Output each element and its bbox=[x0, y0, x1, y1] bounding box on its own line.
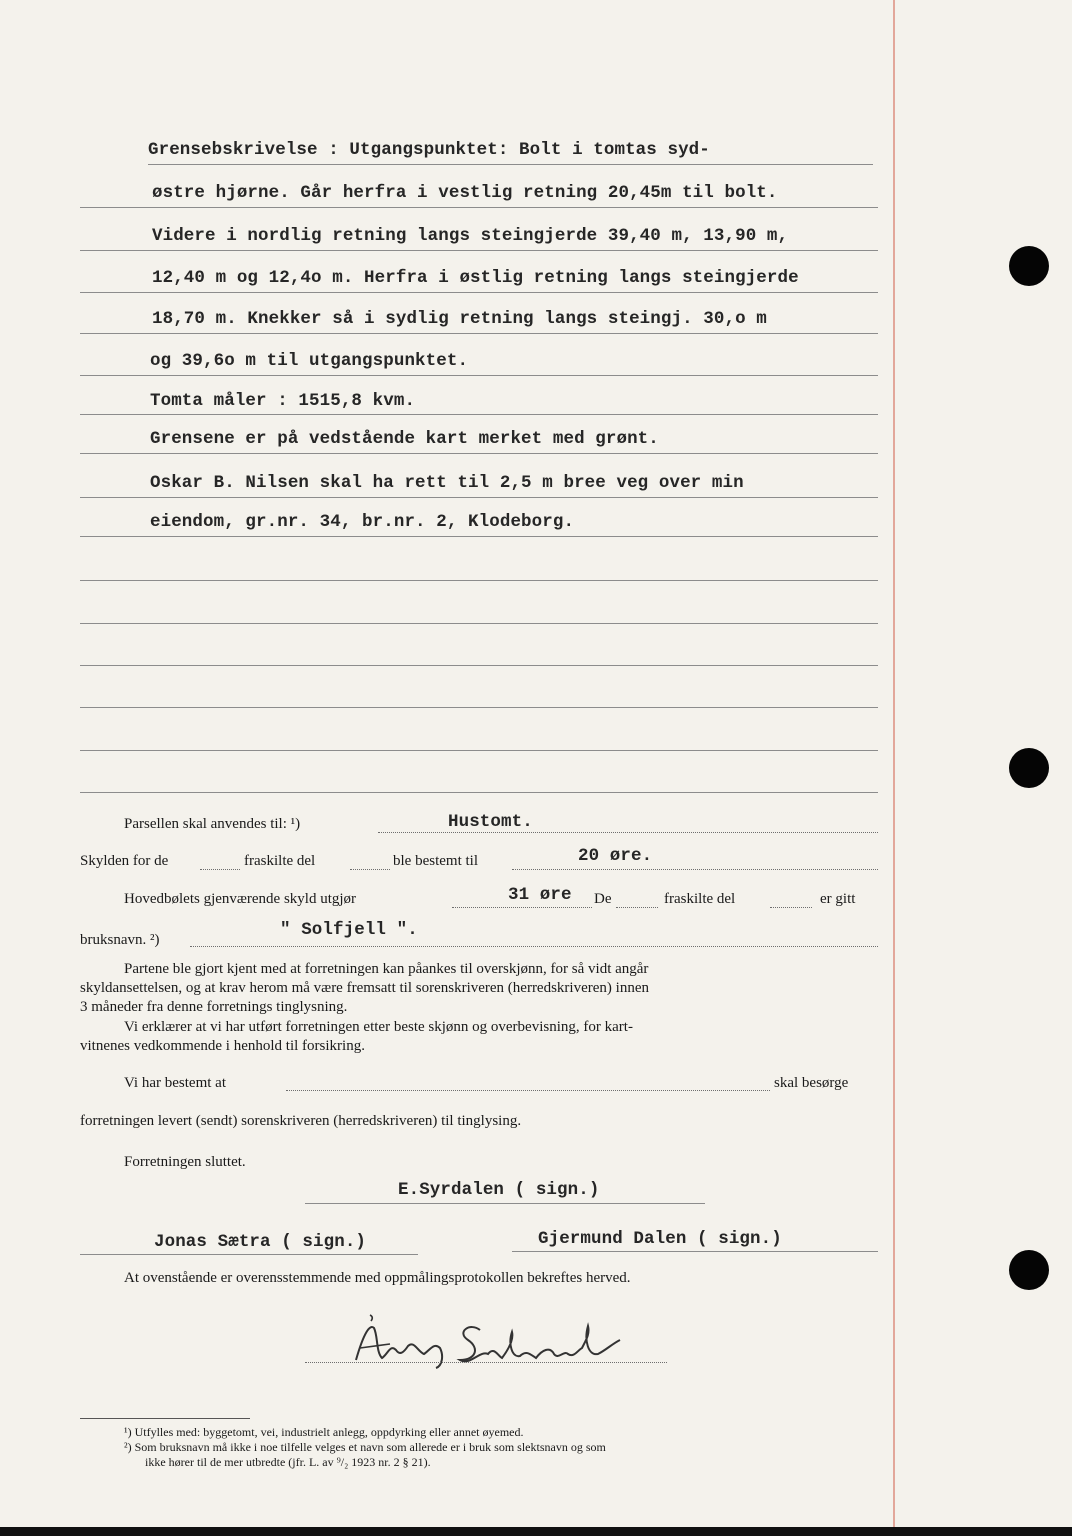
fill-dots bbox=[512, 869, 878, 870]
blank-rule bbox=[80, 707, 878, 708]
punch-hole bbox=[1009, 748, 1049, 788]
signature-typed: Gjermund Dalen ( sign.) bbox=[538, 1229, 782, 1249]
skylden-value: 20 øre. bbox=[578, 846, 653, 866]
margin-line bbox=[893, 0, 895, 1536]
signature-rule bbox=[305, 1203, 705, 1204]
fill-dots bbox=[770, 907, 812, 908]
footnote-rule bbox=[80, 1418, 250, 1419]
fill-dots bbox=[286, 1090, 770, 1091]
fill-dots bbox=[190, 946, 878, 947]
signature-rule bbox=[512, 1251, 878, 1252]
line-rule bbox=[80, 333, 878, 334]
line-rule bbox=[80, 497, 878, 498]
paragraph-line: Partene ble gjort kjent med at forretningen kan påankes til overskjønn, for så vidt angår bbox=[124, 961, 649, 977]
typed-line: 12,40 m og 12,4o m. Herfra i østlig retning langs steingjerde bbox=[152, 268, 799, 288]
typed-line: Grensene er på vedstående kart merket med grønt. bbox=[150, 429, 659, 449]
bestemt-label: Vi har bestemt at bbox=[124, 1075, 226, 1091]
punch-hole bbox=[1009, 246, 1049, 286]
line-rule bbox=[80, 250, 878, 251]
line-rule bbox=[80, 536, 878, 537]
parsellen-label: Parsellen skal anvendes til: ¹) bbox=[124, 816, 301, 832]
blank-rule bbox=[80, 623, 878, 624]
line-rule bbox=[80, 414, 878, 415]
punch-hole bbox=[1009, 1250, 1049, 1290]
blank-rule bbox=[80, 750, 878, 751]
typed-line: Oskar B. Nilsen skal ha rett til 2,5 m bree veg over min bbox=[150, 473, 744, 493]
fill-dots bbox=[616, 907, 658, 908]
bruksnavn-value: " Solfjell ". bbox=[280, 920, 418, 940]
signature-dots bbox=[305, 1362, 667, 1363]
typed-line: Videre i nordlig retning langs steingjerde 39,40 m, 13,90 m, bbox=[152, 226, 789, 246]
skylden-label: fraskilte del bbox=[244, 853, 316, 869]
typed-line: Tomta måler : 1515,8 kvm. bbox=[150, 391, 416, 411]
signature-typed: E.Syrdalen ( sign.) bbox=[398, 1180, 600, 1200]
fill-dots bbox=[452, 907, 592, 908]
parsellen-value: Hustomt. bbox=[448, 812, 533, 832]
signature-rule bbox=[80, 1254, 418, 1255]
typed-line: østre hjørne. Går herfra i vestlig retning 20,45m til bolt. bbox=[152, 183, 778, 203]
line-rule bbox=[80, 453, 878, 454]
line-rule bbox=[148, 164, 873, 165]
fill-dots bbox=[350, 869, 390, 870]
scan-edge bbox=[0, 1527, 1072, 1536]
skylden-label: ble bestemt til bbox=[393, 853, 478, 869]
bruksnavn-label: bruksnavn. ²) bbox=[80, 932, 160, 948]
typed-line: eiendom, gr.nr. 34, br.nr. 2, Klodeborg. bbox=[150, 512, 575, 532]
bestemt-label: skal besørge bbox=[774, 1075, 849, 1091]
levert-label: forretningen levert (sendt) sorenskriveren (herredskriveren) til tinglysing. bbox=[80, 1113, 522, 1129]
signature-typed: Jonas Sætra ( sign.) bbox=[154, 1232, 367, 1252]
blank-rule bbox=[80, 580, 878, 581]
fill-dots bbox=[378, 832, 878, 833]
certify-label: At ovenstående er overensstemmende med oppmålingsprotokollen bekreftes herved. bbox=[124, 1270, 631, 1286]
typed-line: 18,70 m. Knekker så i sydlig retning langs steingj. 30,o m bbox=[152, 309, 767, 329]
hovedbol-label: Hovedbølets gjenværende skyld utgjør bbox=[124, 891, 357, 907]
paragraph-line: Vi erklærer at vi har utført forretningen etter beste skjønn og overbevisning, for kart- bbox=[124, 1019, 633, 1035]
handwritten-signature bbox=[330, 1310, 640, 1370]
blank-rule bbox=[80, 665, 878, 666]
paragraph-line: 3 måneder fra denne forretnings tinglysning. bbox=[80, 999, 348, 1015]
hovedbol-value: 31 øre bbox=[508, 885, 572, 905]
hovedbol-label: De bbox=[594, 891, 612, 907]
line-rule bbox=[80, 375, 878, 376]
typed-line: Grensebskrivelse : Utgangspunktet: Bolt i tomtas syd- bbox=[148, 140, 710, 160]
hovedbol-label: er gitt bbox=[820, 891, 856, 907]
skylden-label: Skylden for de bbox=[80, 853, 169, 869]
fill-dots bbox=[200, 869, 240, 870]
blank-rule bbox=[80, 792, 878, 793]
line-rule bbox=[80, 207, 878, 208]
hovedbol-label: fraskilte del bbox=[664, 891, 736, 907]
typed-line: og 39,6o m til utgangspunktet. bbox=[150, 351, 469, 371]
paragraph-line: vitnenes vedkommende i henhold til forsikring. bbox=[80, 1038, 365, 1054]
footnote: ²) Som bruksnavn må ikke i noe tilfelle velges et navn som allerede er i bruk som slektsnavn og som bbox=[124, 1440, 606, 1454]
footnote: ¹) Utfylles med: byggetomt, vei, industrielt anlegg, oppdyrking eller annet øyemed. bbox=[124, 1425, 524, 1439]
paragraph-line: skyldansettelsen, og at krav herom må være fremsatt til sorenskriveren (herredskriveren) innen bbox=[80, 980, 649, 996]
sluttet-label: Forretningen sluttet. bbox=[124, 1154, 246, 1170]
line-rule bbox=[80, 292, 878, 293]
footnote: ikke hører til de mer utbredte (jfr. L. av ⁹/₂ 1923 nr. 2 § 21). bbox=[145, 1455, 431, 1469]
